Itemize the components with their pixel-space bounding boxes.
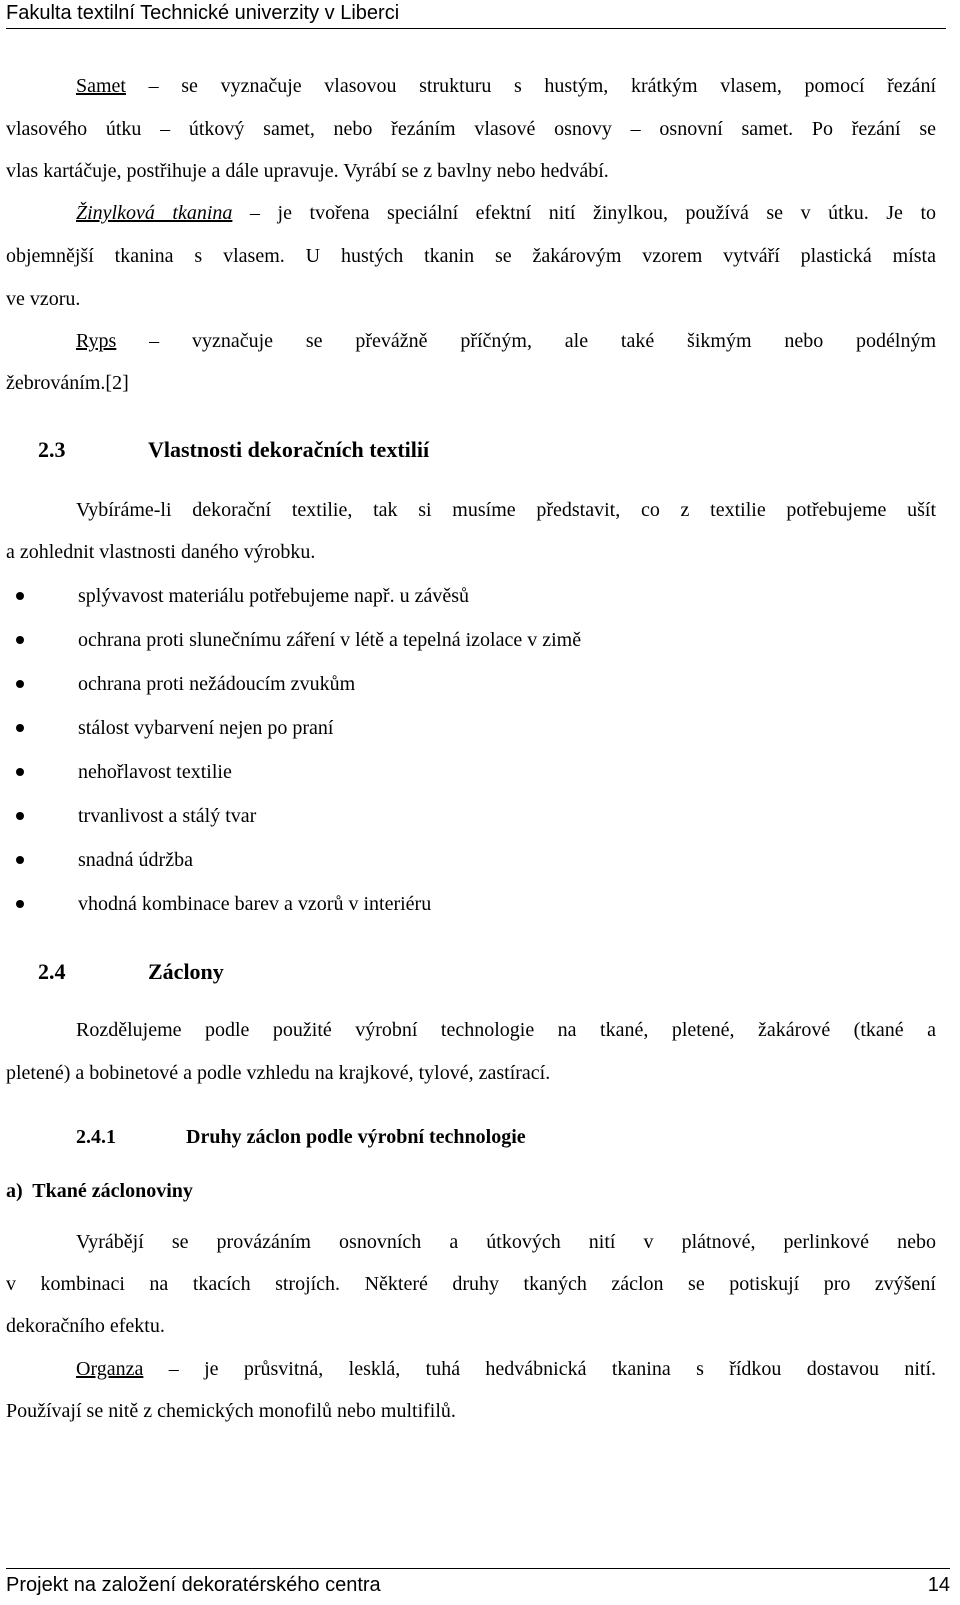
section-2-4-title: Záclony [148,959,224,984]
tkane-line-1: Vyrábějí se provázáním osnovních a útkových nití v plátnové, perlinkové nebo [76,1231,936,1253]
tkane-line-2: v kombinaci na tkacích strojích. Některé druhy tkaných záclon se potiskují pro zvýšení [6,1273,936,1295]
tkane-line-3: dekoračního efektu. [6,1315,165,1337]
section-2-4-number: 2.4 [38,959,66,984]
bullet-text: stálost vybarvení nejen po praní [78,717,334,739]
bullet-dot-icon [16,680,24,688]
bullet-text: ochrana proti nežádoucím zvukům [78,673,356,695]
zinylkova-term: Žinylková tkanina [76,202,233,224]
zinylkova-line-2: objemnější tkanina s vlasem. U hustých tkanin se žakárovým vzorem vytváří plastická místa [6,245,936,267]
bullet-dot-icon [16,768,24,776]
bullet-text: nehořlavost textilie [78,761,232,783]
ryps-line-2: žebrováním.[2] [6,372,129,394]
footer-rule [6,1568,950,1569]
bullet-text: vhodná kombinace barev a vzorů v interiéru [78,893,432,915]
tkane-heading: a) Tkané záclonoviny [6,1180,193,1202]
zinylkova-line-1-rest: – je tvořena speciální efektní nití žinylkou, používá se v útku. Je to [249,202,937,224]
ryps-line-1 [76,328,936,354]
bullet-dot-icon [16,900,24,908]
bullet-text: snadná údržba [78,849,193,871]
ryps-line-1-rest: – vyznačuje se převážně příčným, ale také šikmým nebo podélným [149,330,937,352]
page-header [6,0,946,29]
bullet-dot-icon [16,592,24,600]
bullet-dot-icon [16,724,24,732]
organza-line-1-rest: – je průsvitná, lesklá, tuhá hedvábnická tkanina s řídkou dostavou nití. [168,1358,936,1380]
samet-line-1 [76,73,936,99]
organza-line-2: Používají se nitě z chemických monofilů nebo multifilů. [6,1400,456,1422]
bullet-dot-icon [16,856,24,864]
header-title: Fakulta textilní Technické univerzity v Liberci [6,2,400,24]
bullet-text: ochrana proti slunečnímu záření v létě a tepelná izolace v zimě [78,629,582,651]
section-2-4-1-number: 2.4.1 [76,1126,116,1148]
section-2-4-line-1: Rozdělujeme podle použité výrobní technologie na tkané, pletené, žakárové (tkané a [76,1019,936,1041]
bullet-text: trvanlivost a stálý tvar [78,805,257,827]
samet-term: Samet [76,75,126,97]
footer-project: Projekt na založení dekoratérského centra [6,1574,381,1596]
samet-line-3: vlas kartáčuje, postřihuje a dále upravuje. Vyrábí se z bavlny nebo hedvábí. [6,160,609,182]
organza-term: Organza [76,1358,144,1380]
section-2-3-intro-line-1: Vybíráme-li dekorační textilie, tak si musíme představit, co z textilie potřebujeme ušít [76,499,936,521]
section-2-4-1-title: Druhy záclon podle výrobní technologie [186,1126,526,1148]
bullet-text: splývavost materiálu potřebujeme např. u závěsů [78,585,469,607]
ryps-term: Ryps [76,330,117,352]
zinylkova-line-3: ve vzoru. [6,288,81,310]
section-2-3-intro-line-2: a zohlednit vlastnosti daného výrobku. [6,541,316,563]
bullet-dot-icon [16,812,24,820]
footer-page-number: 14 [927,1574,950,1596]
bullet-dot-icon [16,636,24,644]
samet-line-2: vlasového útku – útkový samet, nebo řezáním vlasové osnovy – osnovní samet. Po řezání se [6,118,936,140]
organza-line-1 [76,1356,936,1382]
section-2-3-title: Vlastnosti dekoračních textilií [148,437,430,462]
section-2-4-line-2: pletené) a bobinetové a podle vzhledu na krajkové, tylové, zastírací. [6,1062,551,1084]
zinylkova-line-1 [76,200,936,226]
samet-line-1-rest: – se vyznačuje vlasovou strukturu s hustým, krátkým vlasem, pomocí řezání [148,75,936,97]
section-2-3-number: 2.3 [38,437,66,462]
